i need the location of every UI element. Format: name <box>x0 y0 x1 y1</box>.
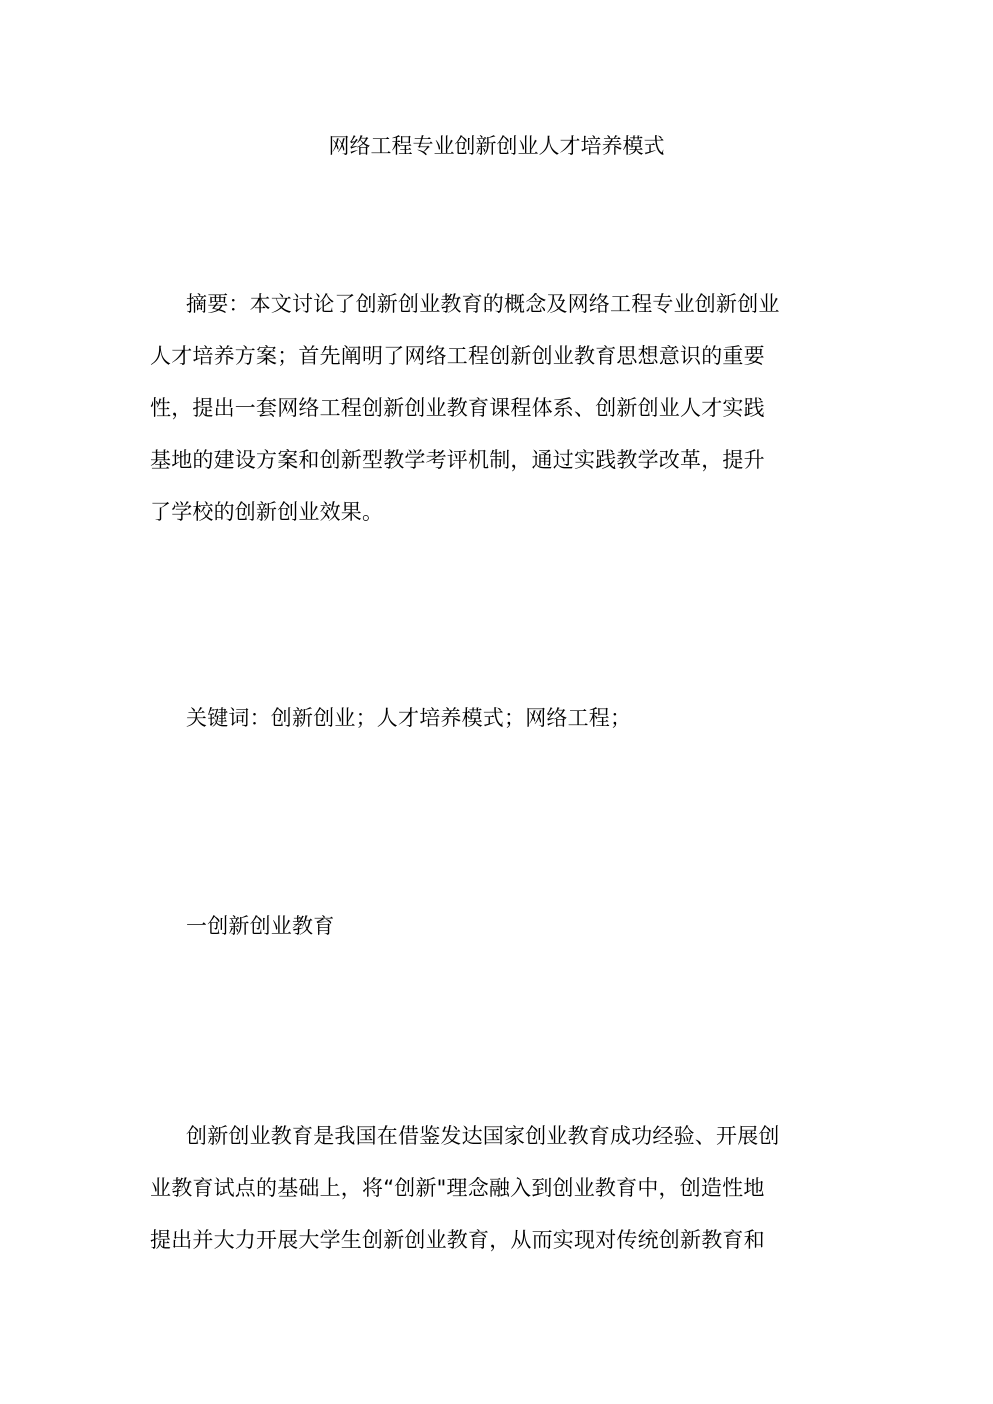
section-heading <box>150 900 834 952</box>
abstract-line: 基地的建设方案和创新型教学考评机制，通过实践教学改革，提升 <box>150 448 765 472</box>
body-paragraph <box>150 1110 834 1266</box>
abstract-paragraph <box>150 278 834 538</box>
document-title: 网络工程专业创新创业人才培养模式 <box>328 134 665 158</box>
section-heading-text: 一创新创业教育 <box>186 914 335 938</box>
body-line: 创新创业教育是我国在借鉴发达国家创业教育成功经验、开展创 <box>186 1124 780 1148</box>
abstract-line: 性，提出一套网络工程创新创业教育课程体系、创新创业人才实践 <box>150 396 765 420</box>
abstract-line: 了学校的创新创业效果。 <box>150 500 384 524</box>
abstract-line: 人才培养方案；首先阐明了网络工程创新创业教育思想意识的重要 <box>150 344 765 368</box>
keywords-line: 关键词：创新创业；人才培养模式；网络工程； <box>186 706 632 730</box>
abstract-line: 摘要：本文讨论了创新创业教育的概念及网络工程专业创新创业 <box>186 292 780 316</box>
body-line: 提出并大力开展大学生创新创业教育，从而实现对传统创新教育和 <box>150 1228 765 1252</box>
keywords-paragraph <box>150 692 834 744</box>
body-line: 业教育试点的基础上，将“创新"理念融入到创业教育中，创造性地 <box>150 1176 765 1200</box>
